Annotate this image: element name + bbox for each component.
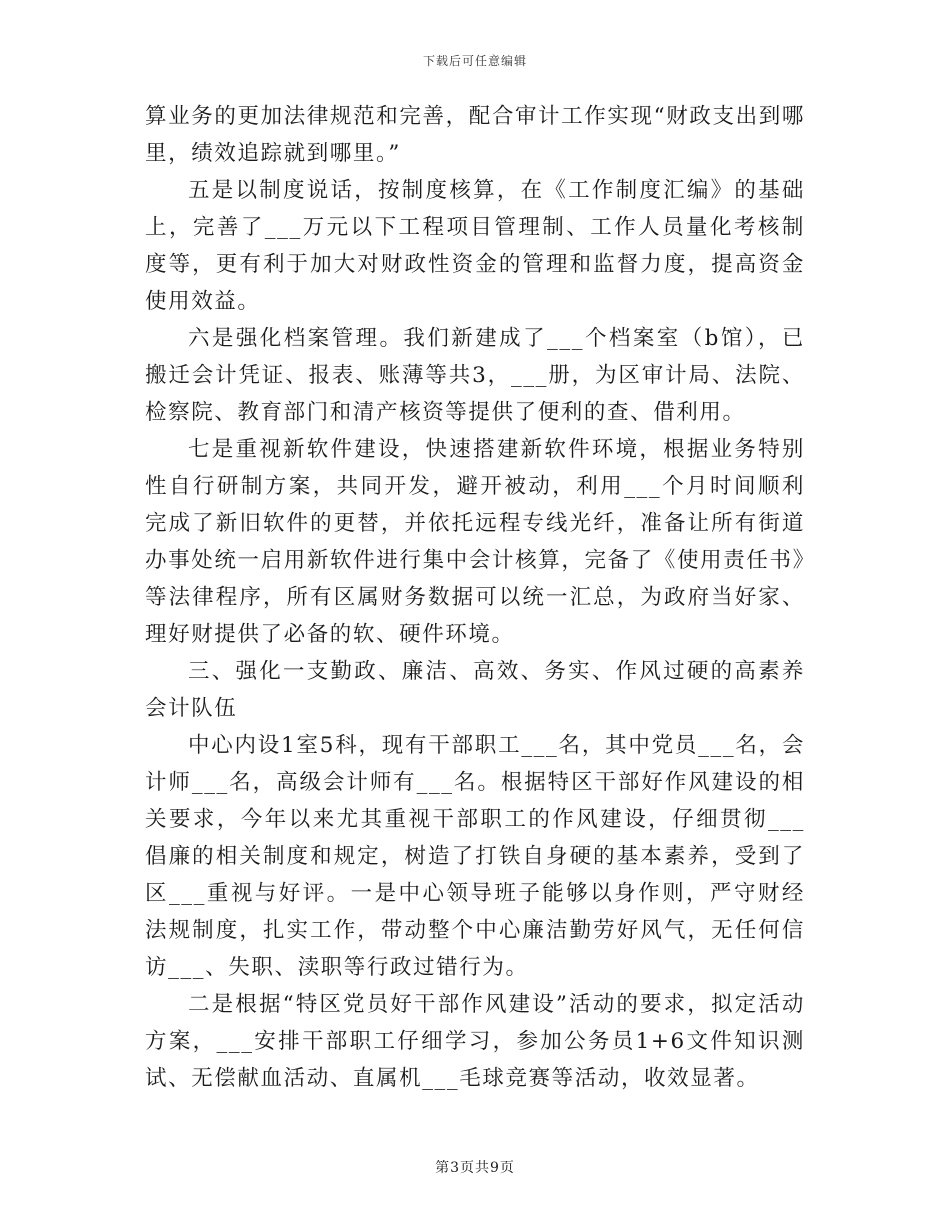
paragraph-5: 中心内设1室5科，现有干部职工___名，其中党员___名，会计师___名，高级会计师有___名。根据特区干部好作风建设的相关要求，今年以来尤其重视干部职工的作风建设，仔细贯彻___倡廉的相关制度和规定，树造了打铁自身硬的基本素养，受到了区___重视与好评。一是中心领导班子能够以身作则，严守财经法规制度，扎实工作，带动整个中心廉洁勤劳好风气，无任何信访___、失职、渎职等行政过错行为。 [145, 733, 805, 980]
paragraph-4: 七是重视新软件建设，快速搭建新软件环境，根据业务特别性自行研制方案，共同开发，避开被动，利用___个月时间顺利完成了新旧软件的更替，并依托远程专线光纤，准备让所有街道办事处统一启用新软件进行集中会计核算，完备了《使用责任书》等法律程序，所有区属财务数据可以统一汇总，为政府当好家、理好财提供了必备的软、硬件环境。 [145, 437, 805, 647]
page-number: 第3页共9页 [435, 1160, 515, 1176]
paragraph-1: 算业务的更加法律规范和完善，配合审计工作实现“财政支出到哪里，绩效追踪就到哪里。” [145, 104, 805, 166]
paragraph-2: 五是以制度说话，按制度核算，在《工作制度汇编》的基础上，完善了___万元以下工程项目管理制、工作人员量化考核制度等，更有利于加大对财政性资金的管理和监督力度，提高资金使用效益。 [145, 178, 805, 314]
paragraph-6: 二是根据“特区党员好干部作风建设”活动的要求，拟定活动方案，___安排干部职工仔细学习，参加公务员1+6文件知识测试、无偿献血活动、直属机___毛球竞赛等活动，收效显著。 [145, 992, 805, 1091]
paragraph-3: 六是强化档案管理。我们新建成了___个档案室（b馆），已搬迁会计凭证、报表、账薄等共3，___册，为区审计局、法院、检察院、教育部门和清产核资等提供了便利的查、借利用。 [145, 326, 805, 425]
section-heading: 三、强化一支勤政、廉洁、高效、务实、作风过硬的高素养会计队伍 [145, 659, 805, 721]
document-body [145, 98, 805, 1097]
page-header-note: 下载后可任意编辑 [422, 54, 527, 68]
